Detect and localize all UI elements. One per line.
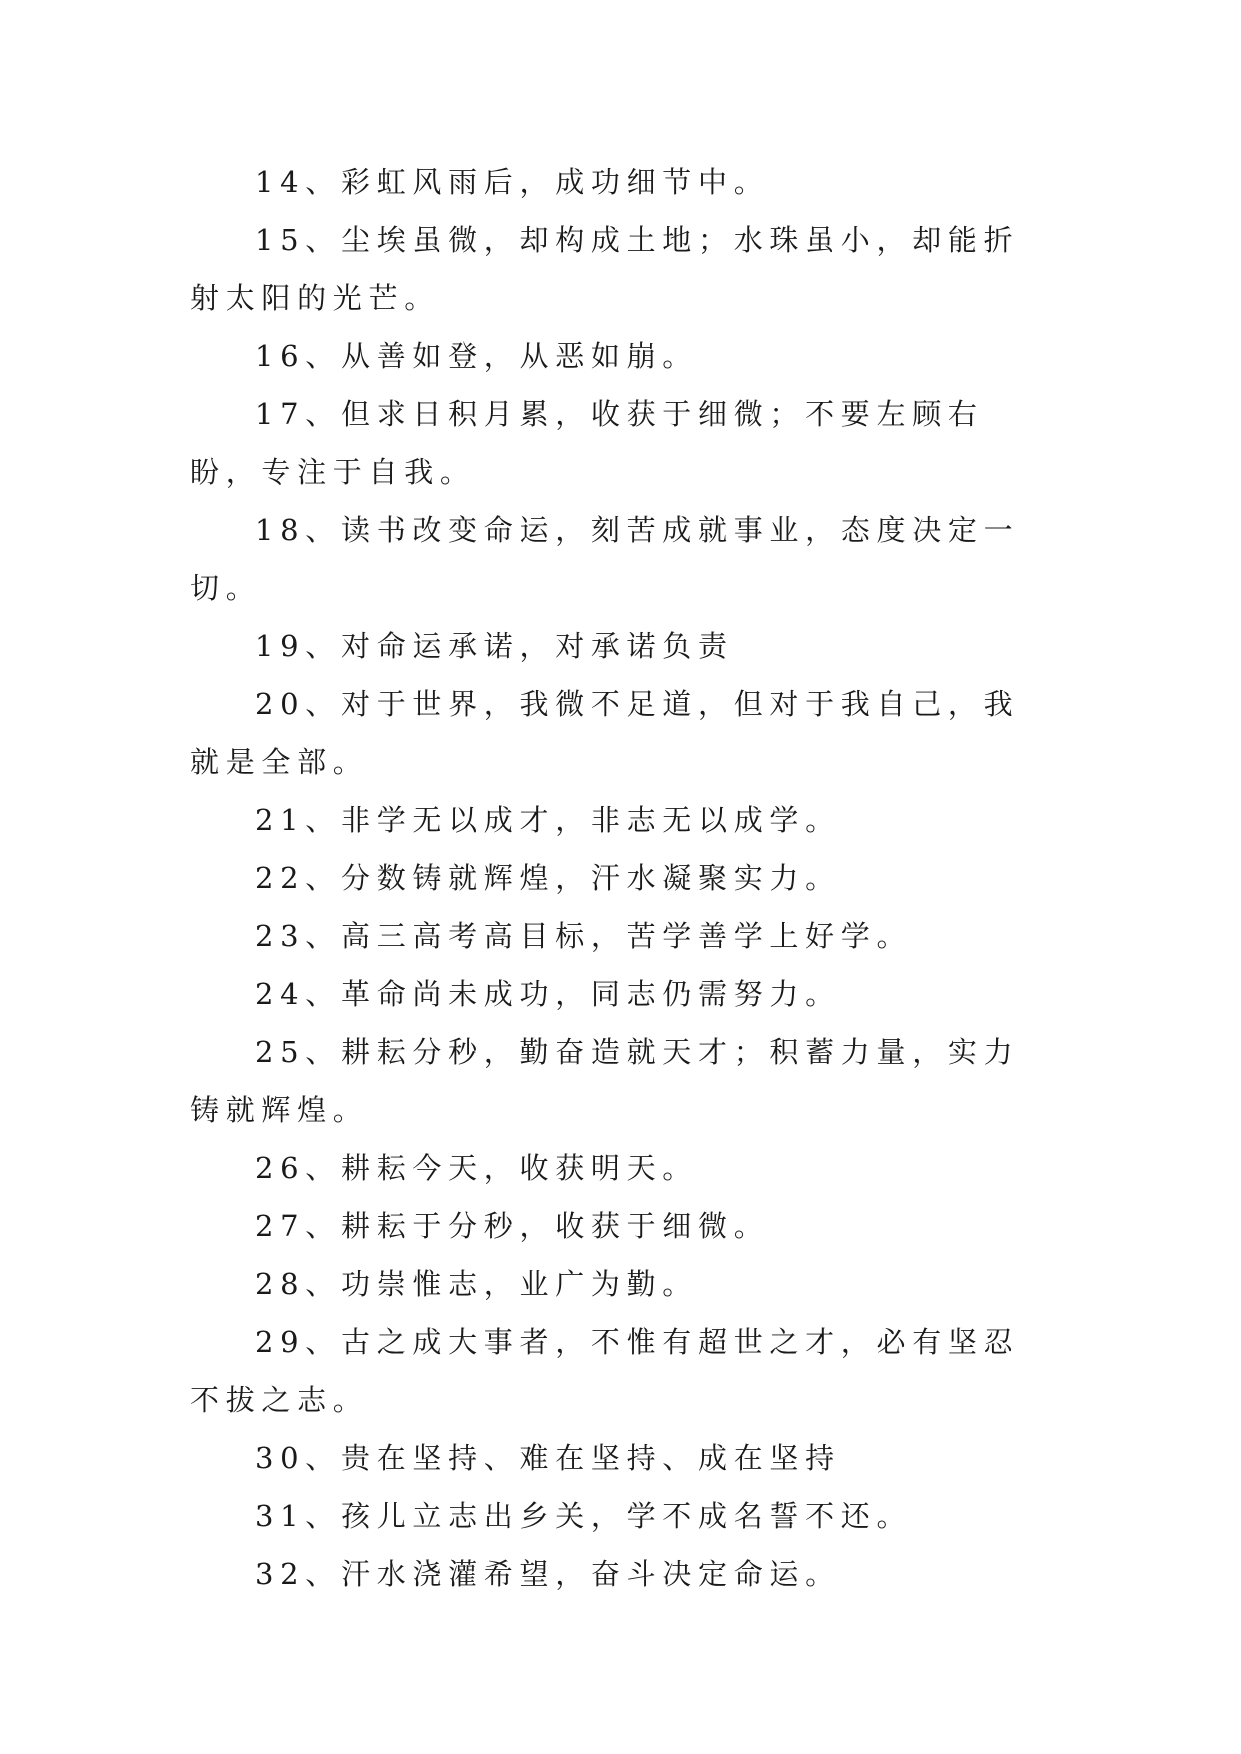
paragraph-32: 32、汗水浇灌希望，奋斗决定命运。 [255,1557,841,1591]
paragraph-29: 29、古之成大事者，不惟有超世之才，必有坚忍不拔之志。 [190,1325,1020,1417]
paragraph-15: 15、尘埃虽微，却构成土地；水珠虽小，却能折射太阳的光芒。 [190,223,1020,315]
paragraph-21: 21、非学无以成才，非志无以成学。 [255,803,841,837]
paragraph-31: 31、孩儿立志出乡关，学不成名誓不还。 [255,1499,913,1533]
paragraph-30: 30、贵在坚持、难在坚持、成在坚持 [255,1441,841,1475]
paragraph-19: 19、对命运承诺，对承诺负责 [255,629,734,663]
paragraph-23: 23、高三高考高目标，苦学善学上好学。 [255,919,913,953]
paragraph-18: 18、读书改变命运，刻苦成就事业，态度决定一切。 [190,513,1020,605]
paragraph-14: 14、彩虹风雨后，成功细节中。 [255,165,770,199]
paragraph-20: 20、对于世界，我微不足道，但对于我自己，我就是全部。 [190,687,1020,779]
paragraph-25: 25、耕耘分秒，勤奋造就天才；积蓄力量，实力铸就辉煌。 [190,1035,1020,1127]
document-body [190,153,1050,1603]
paragraph-26: 26、耕耘今天，收获明天。 [255,1151,699,1185]
paragraph-16: 16、从善如登，从恶如崩。 [255,339,699,373]
paragraph-22: 22、分数铸就辉煌，汗水凝聚实力。 [255,861,841,895]
paragraph-17: 17、但求日积月累，收获于细微；不要左顾右盼，专注于自我。 [190,397,984,489]
paragraph-24: 24、革命尚未成功，同志仍需努力。 [255,977,841,1011]
paragraph-28: 28、功崇惟志，业广为勤。 [255,1267,699,1301]
paragraph-27: 27、耕耘于分秒，收获于细微。 [255,1209,770,1243]
